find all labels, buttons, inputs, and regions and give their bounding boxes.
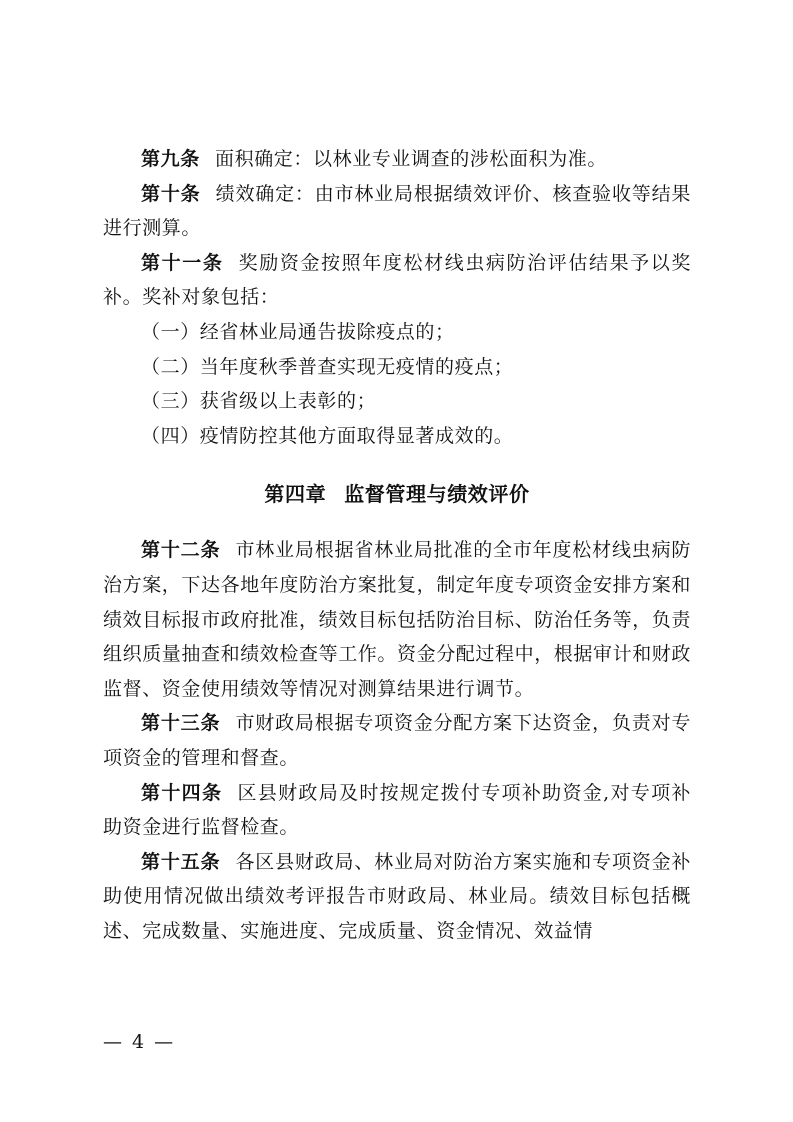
article-10-text: 绩效确定：由市林业局根据绩效评价、核查验收等结果进行测算。 — [103, 182, 691, 240]
page-number: — 4 — — [103, 1031, 176, 1053]
article-12-text: 市林业局根据省林业局批准的全市年度松材线虫病防治方案，下达各地年度防治方案批复，制定年度专项资金安排方案和绩效目标报市政府批准，绩效目标包括防治目标、防治任务等，负责组织质量抽查和绩效检查等工作。资金分配过程中，根据审计和财政监督、资金使用绩效等情况对测算结果进行调节。 — [103, 539, 692, 700]
chapter-title: 监督管理与绩效评价 — [344, 482, 530, 507]
article-11-text: 奖励资金按照年度松材线虫病防治评估结果予以奖补。奖补对象包括： — [103, 251, 691, 309]
chapter-heading — [103, 477, 691, 511]
reward-item-2: （二）当年度秋季普查实现无疫情的疫点； — [141, 355, 514, 378]
article-14-heading: 第十四条 — [141, 781, 223, 804]
article-15 — [103, 845, 691, 949]
article-12 — [103, 533, 691, 706]
article-9-heading: 第九条 — [141, 148, 200, 170]
reward-item-3: （三）获省级以上表彰的； — [141, 390, 377, 413]
article-13-heading: 第十三条 — [141, 712, 221, 735]
article-15-heading: 第十五条 — [141, 850, 221, 873]
reward-item-4: （四）疫情防控其他方面取得显著成效的。 — [141, 424, 514, 447]
article-9 — [103, 142, 691, 177]
document-body — [103, 142, 691, 948]
article-12-heading: 第十二条 — [141, 539, 221, 562]
chapter-number: 第四章 — [264, 482, 327, 507]
article-13-text: 市财政局根据专项资金分配方案下达资金，负责对专项资金的管理和督查。 — [103, 712, 691, 769]
reward-item-1: （一）经省林业局通告拔除疫点的； — [141, 320, 455, 343]
article-13 — [103, 706, 691, 775]
article-9-text: 面积确定：以林业专业调查的涉松面积为准。 — [215, 148, 608, 170]
article-14-text: 区县财政局及时按规定拨付专项补助资金,对专项补助资金进行监督检查。 — [103, 781, 692, 839]
article-10-heading: 第十条 — [141, 182, 201, 205]
article-11-heading: 第十一条 — [141, 251, 224, 274]
article-10 — [103, 177, 691, 246]
article-14 — [103, 776, 691, 845]
article-15-text: 各区县财政局、林业局对防治方案实施和专项资金补助使用情况做出绩效考评报告市财政局、林业局。绩效目标包括概述、完成数量、实施进度、完成质量、资金情况、效益情 — [103, 850, 691, 942]
article-11 — [103, 246, 691, 315]
